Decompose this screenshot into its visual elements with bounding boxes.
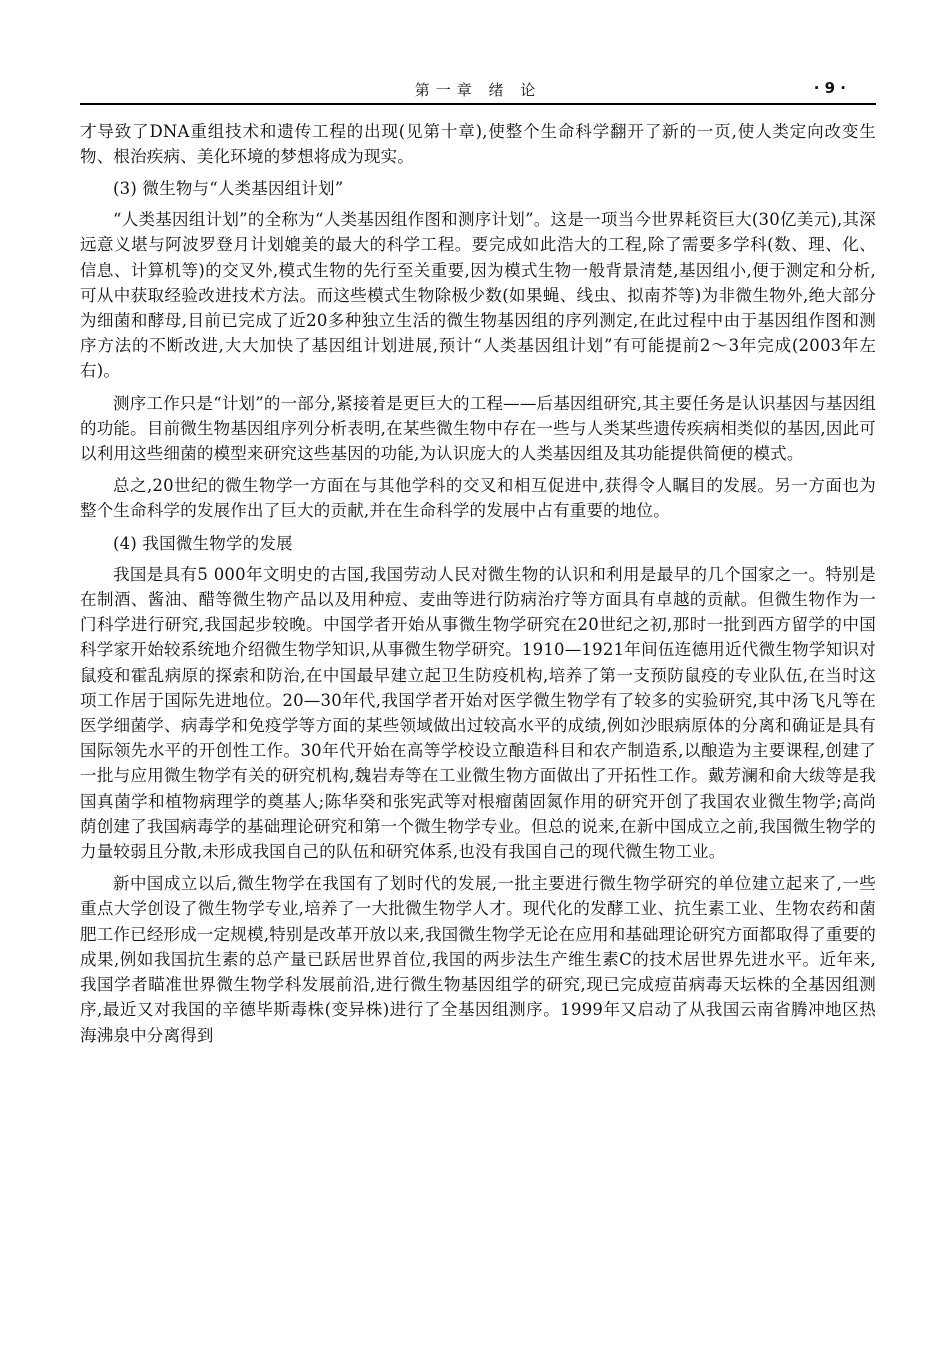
page-number: · 9 · <box>813 79 846 97</box>
paragraph-continued: 才导致了DNA重组技术和遗传工程的出现(见第十章),使整个生命科学翻开了新的一页,使人类定向改变生物、根治疾病、美化环境的梦想将成为现实。 <box>80 122 876 167</box>
paragraph: 我国是具有5 000年文明史的古国,我国劳动人民对微生物的认识和利用是最早的几个国家之一。特别是在制酒、酱油、醋等微生物产品以及用种痘、麦曲等进行防病治疗等方面具有卓越的贡献。但微生物作为一门科学进行研究,我国起步较晚。中国学者开始从事微生物学研究在20世纪之初,那时一批到西方留学的中国科学家开始较系统地介绍微生物学知识,从事微生物学研究。1910—1921年间伍连德用近代微生物学知识对鼠疫和霍乱病原的探索和防治,在中国最早建立起卫生防疫机构,培养了第一支预防鼠疫的专业队伍,在当时这项工作居于国际先进地位。20—30年代,我国学者开始对医学微生物学有了较多的实验研究,其中汤飞凡等在医学细菌学、病毒学和免疫学等方面的某些领域做出过较高水平的成绩,例如沙眼病原体的分离和确证是具有国际领先水平的开创性工作。30年代开始在高等学校设立酿造科目和农产制造系,以酿造为主要课程,创建了一批与应用微生物学有关的研究机构,魏岩寿等在工业微生物方面做出了开拓性工作。戴芳澜和俞大绂等是我国真菌学和植物病理学的奠基人;陈华癸和张宪武等对根瘤菌固氮作用的研究开创了我国农业微生物学;高尚荫创建了我国病毒学的基础理论研究和第一个微生物学专业。但总的说来,在新中国成立之前,我国微生物学的力量较弱且分散,未形成我国自己的队伍和研究体系,也没有我国自己的现代微生物工业。 <box>80 564 876 862</box>
page-header <box>80 75 876 101</box>
section-heading-4: (4) 我国微生物学的发展 <box>113 533 293 553</box>
paragraph: 测序工作只是“计划”的一部分,紧接着是更巨大的工程——后基因组研究,其主要任务是认识基因与基因组的功能。目前微生物基因组序列分析表明,在某些微生物中存在一些与人类某些遗传疾病相类似的基因,因此可以利用这些细菌的模型来研究这些基因的功能,为认识庞大的人类基因组及其功能提供简便的模式。 <box>80 393 876 464</box>
header-rule <box>80 103 876 105</box>
paragraph: “人类基因组计划”的全称为“人类基因组作图和测序计划”。这是一项当今世界耗资巨大(30亿美元),其深远意义堪与阿波罗登月计划媲美的最大的科学工程。要完成如此浩大的工程,除了需要多学科(数、理、化、信息、计算机等)的交叉外,模式生物的先行至关重要,因为模式生物一般背景清楚,基因组小,便于测定和分析,可从中获取经验改进技术方法。而这些模式生物除极少数(如果蝇、线虫、拟南芥等)为非微生物外,绝大部分为细菌和酵母,目前已完成了近20多种独立生活的微生物基因组的序列测定,在此过程中由于基因组作图和测序方法的不断改进,大大加快了基因组计划进展,预计“人类基因组计划”有可能提前2～3年完成(2003年左右)。 <box>80 210 876 381</box>
paragraph: 总之,20世纪的微生物学一方面在与其他学科的交叉和相互促进中,获得令人瞩目的发展。另一方面也为整个生命科学的发展作出了巨大的贡献,并在生命科学的发展中占有重要的地位。 <box>80 476 876 521</box>
chapter-title: 第一章 绪 论 <box>414 81 542 99</box>
page-body <box>80 119 876 1048</box>
paragraph: 新中国成立以后,微生物学在我国有了划时代的发展,一批主要进行微生物学研究的单位建立起来了,一些重点大学创设了微生物学专业,培养了一大批微生物学人才。现代化的发酵工业、抗生素工业、生物农药和菌肥工作已经形成一定规模,特别是改革开放以来,我国微生物学无论在应用和基础理论研究方面都取得了重要的成果,例如我国抗生素的总产量已跃居世界首位,我国的两步法生产维生素C的技术居世界先进水平。近年来,我国学者瞄准世界微生物学科发展前沿,进行微生物基因组学的研究,现已完成痘苗病毒天坛株的全基因组测序,最近又对我国的辛德毕斯毒株(变异株)进行了全基因组测序。1999年又启动了从我国云南省腾冲地区热海沸泉中分离得到 <box>80 874 876 1045</box>
section-heading-3: (3) 微生物与“人类基因组计划” <box>113 179 344 198</box>
